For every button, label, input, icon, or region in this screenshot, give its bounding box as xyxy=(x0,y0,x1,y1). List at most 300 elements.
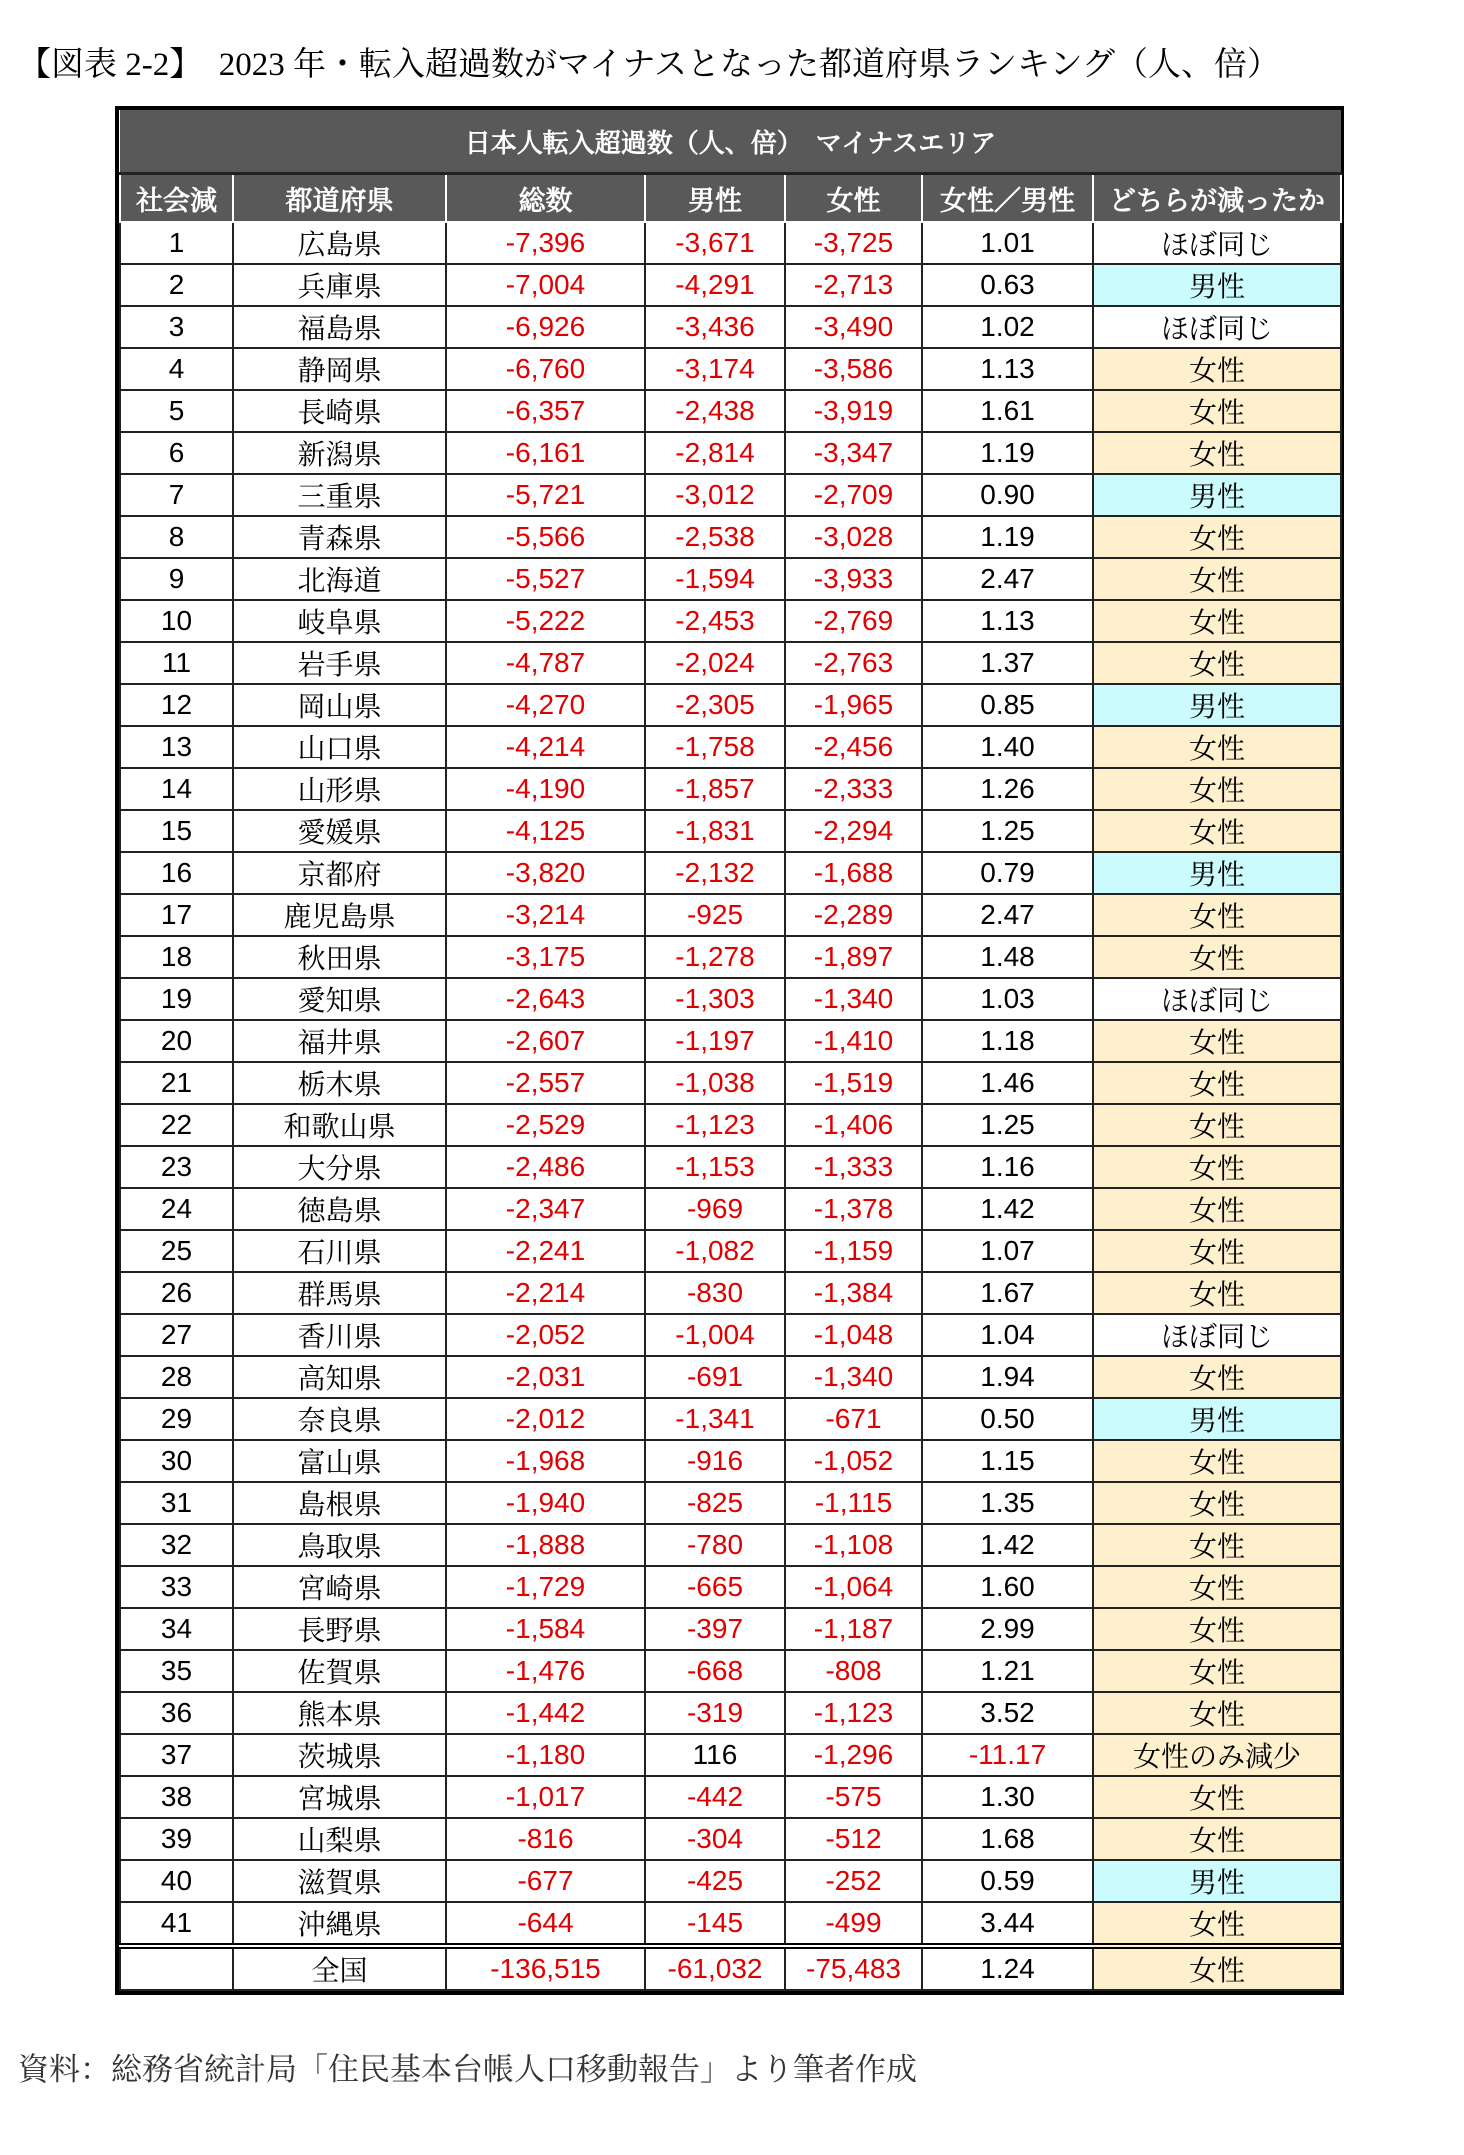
cell-total: -2,241 xyxy=(446,1230,645,1272)
cell-ratio: 0.63 xyxy=(922,264,1093,306)
cell-male: -969 xyxy=(645,1188,785,1230)
cell-ratio: 2.47 xyxy=(922,894,1093,936)
cell-which-decreased: 女性 xyxy=(1093,1946,1341,1990)
cell-female: -1,296 xyxy=(785,1734,922,1776)
cell-female: -1,115 xyxy=(785,1482,922,1524)
cell-prefecture: 大分県 xyxy=(233,1146,446,1188)
cell-male: -145 xyxy=(645,1902,785,1946)
cell-male: -1,197 xyxy=(645,1020,785,1062)
table-row xyxy=(120,306,1341,348)
cell-male: -1,123 xyxy=(645,1104,785,1146)
cell-female: -2,289 xyxy=(785,894,922,936)
cell-which-decreased: 女性 xyxy=(1093,558,1341,600)
table-row xyxy=(120,1734,1341,1776)
cell-total: -2,031 xyxy=(446,1356,645,1398)
cell-total: -3,820 xyxy=(446,852,645,894)
cell-total: -4,787 xyxy=(446,642,645,684)
cell-which-decreased: 男性 xyxy=(1093,852,1341,894)
cell-prefecture: 和歌山県 xyxy=(233,1104,446,1146)
table-body xyxy=(120,222,1341,1990)
cell-male: -397 xyxy=(645,1608,785,1650)
cell-which-decreased: 女性 xyxy=(1093,642,1341,684)
cell-total: -2,012 xyxy=(446,1398,645,1440)
cell-rank: 37 xyxy=(120,1734,233,1776)
cell-female: -1,410 xyxy=(785,1020,922,1062)
cell-prefecture: 福島県 xyxy=(233,306,446,348)
cell-which-decreased: 女性 xyxy=(1093,1356,1341,1398)
table-row xyxy=(120,684,1341,726)
column-header-total: 総数 xyxy=(446,174,645,223)
cell-ratio: 1.04 xyxy=(922,1314,1093,1356)
cell-male: -4,291 xyxy=(645,264,785,306)
cell-ratio: 2.47 xyxy=(922,558,1093,600)
cell-prefecture: 新潟県 xyxy=(233,432,446,474)
cell-total: -2,347 xyxy=(446,1188,645,1230)
cell-prefecture: 香川県 xyxy=(233,1314,446,1356)
column-header-female: 女性 xyxy=(785,174,922,223)
cell-which-decreased: 女性 xyxy=(1093,1062,1341,1104)
cell-prefecture: 滋賀県 xyxy=(233,1860,446,1902)
cell-female: -1,064 xyxy=(785,1566,922,1608)
cell-prefecture: 山梨県 xyxy=(233,1818,446,1860)
table-banner: 日本人転入超過数（人、倍） マイナスエリア xyxy=(120,110,1341,174)
cell-which-decreased: 女性 xyxy=(1093,810,1341,852)
cell-ratio: 1.18 xyxy=(922,1020,1093,1062)
cell-total: -4,270 xyxy=(446,684,645,726)
cell-female: -2,709 xyxy=(785,474,922,516)
cell-ratio: 0.50 xyxy=(922,1398,1093,1440)
cell-which-decreased: 女性 xyxy=(1093,1020,1341,1062)
cell-which-decreased: 女性 xyxy=(1093,1902,1341,1946)
cell-male: -1,153 xyxy=(645,1146,785,1188)
cell-which-decreased: 女性 xyxy=(1093,1650,1341,1692)
cell-ratio: 1.37 xyxy=(922,642,1093,684)
cell-rank: 28 xyxy=(120,1356,233,1398)
cell-ratio: 0.90 xyxy=(922,474,1093,516)
cell-prefecture: 宮城県 xyxy=(233,1776,446,1818)
cell-rank: 26 xyxy=(120,1272,233,1314)
cell-total: -7,004 xyxy=(446,264,645,306)
cell-total: -4,214 xyxy=(446,726,645,768)
cell-female: -2,763 xyxy=(785,642,922,684)
cell-rank: 24 xyxy=(120,1188,233,1230)
cell-rank: 20 xyxy=(120,1020,233,1062)
cell-female: -1,108 xyxy=(785,1524,922,1566)
table-row xyxy=(120,1860,1341,1902)
table-row xyxy=(120,1482,1341,1524)
cell-prefecture: 岡山県 xyxy=(233,684,446,726)
column-header-prefecture: 都道府県 xyxy=(233,174,446,223)
cell-rank: 25 xyxy=(120,1230,233,1272)
cell-ratio: 1.46 xyxy=(922,1062,1093,1104)
cell-ratio: 1.67 xyxy=(922,1272,1093,1314)
cell-prefecture: 全国 xyxy=(233,1946,446,1990)
table-row xyxy=(120,1398,1341,1440)
cell-total: -4,125 xyxy=(446,810,645,852)
cell-ratio: 1.19 xyxy=(922,432,1093,474)
cell-female: -512 xyxy=(785,1818,922,1860)
cell-prefecture: 高知県 xyxy=(233,1356,446,1398)
cell-female: -2,456 xyxy=(785,726,922,768)
cell-male: -442 xyxy=(645,1776,785,1818)
table-row xyxy=(120,1020,1341,1062)
cell-which-decreased: 女性 xyxy=(1093,1230,1341,1272)
cell-ratio: 1.15 xyxy=(922,1440,1093,1482)
cell-female: -575 xyxy=(785,1776,922,1818)
cell-prefecture: 栃木県 xyxy=(233,1062,446,1104)
cell-ratio: 1.60 xyxy=(922,1566,1093,1608)
cell-which-decreased: ほぼ同じ xyxy=(1093,222,1341,264)
cell-rank: 12 xyxy=(120,684,233,726)
cell-rank: 40 xyxy=(120,1860,233,1902)
cell-male: -825 xyxy=(645,1482,785,1524)
cell-male: -2,024 xyxy=(645,642,785,684)
table-row xyxy=(120,642,1341,684)
cell-rank: 23 xyxy=(120,1146,233,1188)
cell-prefecture: 岩手県 xyxy=(233,642,446,684)
cell-male: -3,436 xyxy=(645,306,785,348)
cell-prefecture: 鳥取県 xyxy=(233,1524,446,1566)
table-row xyxy=(120,936,1341,978)
cell-female: -808 xyxy=(785,1650,922,1692)
cell-female: -671 xyxy=(785,1398,922,1440)
column-header-rank: 社会減 xyxy=(120,174,233,223)
table-row xyxy=(120,726,1341,768)
cell-male: -2,132 xyxy=(645,852,785,894)
cell-prefecture: 鹿児島県 xyxy=(233,894,446,936)
cell-total: -2,214 xyxy=(446,1272,645,1314)
table-row xyxy=(120,1188,1341,1230)
cell-prefecture: 徳島県 xyxy=(233,1188,446,1230)
cell-male: -2,538 xyxy=(645,516,785,558)
cell-ratio: 0.85 xyxy=(922,684,1093,726)
cell-total: -1,968 xyxy=(446,1440,645,1482)
cell-male: -319 xyxy=(645,1692,785,1734)
cell-prefecture: 山口県 xyxy=(233,726,446,768)
table-row xyxy=(120,978,1341,1020)
cell-rank: 31 xyxy=(120,1482,233,1524)
cell-prefecture: 京都府 xyxy=(233,852,446,894)
cell-total: -6,357 xyxy=(446,390,645,432)
cell-ratio: 0.59 xyxy=(922,1860,1093,1902)
cell-rank: 18 xyxy=(120,936,233,978)
cell-total: -2,052 xyxy=(446,1314,645,1356)
cell-prefecture: 静岡県 xyxy=(233,348,446,390)
cell-prefecture: 福井県 xyxy=(233,1020,446,1062)
table-row xyxy=(120,1692,1341,1734)
cell-total: -136,515 xyxy=(446,1946,645,1990)
cell-which-decreased: 女性 xyxy=(1093,600,1341,642)
cell-rank: 7 xyxy=(120,474,233,516)
cell-rank: 30 xyxy=(120,1440,233,1482)
cell-ratio: 1.40 xyxy=(922,726,1093,768)
cell-prefecture: 広島県 xyxy=(233,222,446,264)
cell-ratio: 1.42 xyxy=(922,1188,1093,1230)
cell-rank: 4 xyxy=(120,348,233,390)
cell-female: -3,586 xyxy=(785,348,922,390)
cell-ratio: 1.02 xyxy=(922,306,1093,348)
cell-female: -3,028 xyxy=(785,516,922,558)
column-header-ratio: 女性／男性 xyxy=(922,174,1093,223)
cell-male: -2,814 xyxy=(645,432,785,474)
cell-female: -1,159 xyxy=(785,1230,922,1272)
cell-which-decreased: 女性 xyxy=(1093,1566,1341,1608)
cell-total: -2,557 xyxy=(446,1062,645,1104)
table-row xyxy=(120,516,1341,558)
cell-ratio: 1.25 xyxy=(922,810,1093,852)
cell-prefecture: 富山県 xyxy=(233,1440,446,1482)
cell-which-decreased: 女性 xyxy=(1093,516,1341,558)
cell-rank: 17 xyxy=(120,894,233,936)
table-row xyxy=(120,1272,1341,1314)
cell-total: -5,721 xyxy=(446,474,645,516)
column-header-male: 男性 xyxy=(645,174,785,223)
cell-rank: 22 xyxy=(120,1104,233,1146)
cell-which-decreased: 女性 xyxy=(1093,1692,1341,1734)
cell-male: 116 xyxy=(645,1734,785,1776)
cell-total: -1,729 xyxy=(446,1566,645,1608)
cell-ratio: 1.42 xyxy=(922,1524,1093,1566)
cell-female: -1,519 xyxy=(785,1062,922,1104)
cell-male: -2,438 xyxy=(645,390,785,432)
column-header-which-decreased: どちらが減ったか xyxy=(1093,174,1341,223)
table-row xyxy=(120,1818,1341,1860)
cell-rank: 38 xyxy=(120,1776,233,1818)
cell-total: -1,017 xyxy=(446,1776,645,1818)
cell-rank: 41 xyxy=(120,1902,233,1946)
cell-ratio: 3.52 xyxy=(922,1692,1093,1734)
cell-ratio: 1.61 xyxy=(922,390,1093,432)
cell-ratio: 1.35 xyxy=(922,1482,1093,1524)
cell-prefecture: 佐賀県 xyxy=(233,1650,446,1692)
cell-prefecture: 岐阜県 xyxy=(233,600,446,642)
cell-prefecture: 茨城県 xyxy=(233,1734,446,1776)
cell-male: -665 xyxy=(645,1566,785,1608)
cell-rank: 39 xyxy=(120,1818,233,1860)
table-row xyxy=(120,1230,1341,1272)
table-row xyxy=(120,264,1341,306)
cell-female: -75,483 xyxy=(785,1946,922,1990)
cell-ratio: 1.19 xyxy=(922,516,1093,558)
table-row xyxy=(120,1356,1341,1398)
cell-rank: 8 xyxy=(120,516,233,558)
cell-total: -7,396 xyxy=(446,222,645,264)
cell-which-decreased: 女性 xyxy=(1093,348,1341,390)
cell-rank: 10 xyxy=(120,600,233,642)
cell-rank xyxy=(120,1946,233,1990)
cell-ratio: 1.25 xyxy=(922,1104,1093,1146)
cell-prefecture: 熊本県 xyxy=(233,1692,446,1734)
table-row xyxy=(120,1902,1341,1946)
table-row xyxy=(120,768,1341,810)
cell-which-decreased: 女性 xyxy=(1093,1272,1341,1314)
cell-ratio: 1.01 xyxy=(922,222,1093,264)
cell-female: -252 xyxy=(785,1860,922,1902)
cell-female: -499 xyxy=(785,1902,922,1946)
cell-male: -2,453 xyxy=(645,600,785,642)
cell-ratio: 1.30 xyxy=(922,1776,1093,1818)
cell-female: -2,333 xyxy=(785,768,922,810)
ranking-table xyxy=(115,106,1344,1995)
cell-prefecture: 青森県 xyxy=(233,516,446,558)
cell-which-decreased: 女性 xyxy=(1093,432,1341,474)
table-row xyxy=(120,1062,1341,1104)
table-row xyxy=(120,600,1341,642)
cell-female: -3,919 xyxy=(785,390,922,432)
cell-female: -1,406 xyxy=(785,1104,922,1146)
cell-female: -1,052 xyxy=(785,1440,922,1482)
cell-which-decreased: ほぼ同じ xyxy=(1093,978,1341,1020)
cell-male: -61,032 xyxy=(645,1946,785,1990)
cell-rank: 2 xyxy=(120,264,233,306)
cell-which-decreased: 男性 xyxy=(1093,1860,1341,1902)
cell-prefecture: 長崎県 xyxy=(233,390,446,432)
cell-male: -691 xyxy=(645,1356,785,1398)
cell-ratio: 1.03 xyxy=(922,978,1093,1020)
cell-prefecture: 兵庫県 xyxy=(233,264,446,306)
cell-rank: 5 xyxy=(120,390,233,432)
cell-ratio: 1.07 xyxy=(922,1230,1093,1272)
cell-male: -3,174 xyxy=(645,348,785,390)
cell-male: -304 xyxy=(645,1818,785,1860)
table-row xyxy=(120,1776,1341,1818)
cell-female: -3,933 xyxy=(785,558,922,600)
cell-female: -3,347 xyxy=(785,432,922,474)
cell-ratio: 1.21 xyxy=(922,1650,1093,1692)
cell-rank: 16 xyxy=(120,852,233,894)
cell-which-decreased: 女性 xyxy=(1093,1188,1341,1230)
cell-total: -1,442 xyxy=(446,1692,645,1734)
cell-prefecture: 長野県 xyxy=(233,1608,446,1650)
table-row xyxy=(120,1566,1341,1608)
cell-total: -3,214 xyxy=(446,894,645,936)
cell-ratio: 1.16 xyxy=(922,1146,1093,1188)
cell-prefecture: 石川県 xyxy=(233,1230,446,1272)
table-row xyxy=(120,558,1341,600)
cell-which-decreased: 女性 xyxy=(1093,894,1341,936)
table-row xyxy=(120,222,1341,264)
cell-male: -1,082 xyxy=(645,1230,785,1272)
cell-total: -2,486 xyxy=(446,1146,645,1188)
table-row xyxy=(120,1104,1341,1146)
cell-male: -1,341 xyxy=(645,1398,785,1440)
cell-total: -1,940 xyxy=(446,1482,645,1524)
cell-total: -2,643 xyxy=(446,978,645,1020)
cell-male: -668 xyxy=(645,1650,785,1692)
cell-which-decreased: 男性 xyxy=(1093,684,1341,726)
cell-male: -3,671 xyxy=(645,222,785,264)
cell-male: -1,831 xyxy=(645,810,785,852)
cell-total: -6,760 xyxy=(446,348,645,390)
cell-female: -2,713 xyxy=(785,264,922,306)
cell-which-decreased: 男性 xyxy=(1093,264,1341,306)
cell-male: -2,305 xyxy=(645,684,785,726)
cell-male: -1,758 xyxy=(645,726,785,768)
cell-ratio: 3.44 xyxy=(922,1902,1093,1946)
cell-prefecture: 山形県 xyxy=(233,768,446,810)
cell-rank: 1 xyxy=(120,222,233,264)
cell-total: -6,161 xyxy=(446,432,645,474)
table-row xyxy=(120,390,1341,432)
cell-male: -780 xyxy=(645,1524,785,1566)
cell-male: -830 xyxy=(645,1272,785,1314)
cell-female: -1,187 xyxy=(785,1608,922,1650)
cell-rank: 36 xyxy=(120,1692,233,1734)
cell-rank: 29 xyxy=(120,1398,233,1440)
total-row xyxy=(120,1946,1341,1990)
cell-male: -3,012 xyxy=(645,474,785,516)
cell-male: -1,004 xyxy=(645,1314,785,1356)
cell-rank: 3 xyxy=(120,306,233,348)
cell-total: -644 xyxy=(446,1902,645,1946)
cell-male: -1,594 xyxy=(645,558,785,600)
cell-male: -425 xyxy=(645,1860,785,1902)
table-row xyxy=(120,1440,1341,1482)
cell-male: -916 xyxy=(645,1440,785,1482)
cell-ratio: 2.99 xyxy=(922,1608,1093,1650)
table-row xyxy=(120,1650,1341,1692)
cell-male: -925 xyxy=(645,894,785,936)
table-row xyxy=(120,894,1341,936)
cell-which-decreased: 女性 xyxy=(1093,1818,1341,1860)
cell-total: -1,180 xyxy=(446,1734,645,1776)
cell-total: -5,527 xyxy=(446,558,645,600)
cell-female: -1,340 xyxy=(785,978,922,1020)
cell-female: -1,048 xyxy=(785,1314,922,1356)
cell-which-decreased: ほぼ同じ xyxy=(1093,1314,1341,1356)
cell-female: -1,965 xyxy=(785,684,922,726)
cell-female: -1,384 xyxy=(785,1272,922,1314)
cell-ratio: 0.79 xyxy=(922,852,1093,894)
cell-rank: 9 xyxy=(120,558,233,600)
cell-prefecture: 三重県 xyxy=(233,474,446,516)
column-headers xyxy=(120,174,1341,223)
cell-which-decreased: 女性 xyxy=(1093,1608,1341,1650)
cell-prefecture: 奈良県 xyxy=(233,1398,446,1440)
cell-total: -677 xyxy=(446,1860,645,1902)
cell-total: -1,476 xyxy=(446,1650,645,1692)
cell-total: -816 xyxy=(446,1818,645,1860)
cell-female: -2,294 xyxy=(785,810,922,852)
cell-prefecture: 愛知県 xyxy=(233,978,446,1020)
cell-ratio: 1.13 xyxy=(922,348,1093,390)
cell-female: -3,725 xyxy=(785,222,922,264)
cell-prefecture: 群馬県 xyxy=(233,1272,446,1314)
cell-which-decreased: 女性 xyxy=(1093,1524,1341,1566)
cell-total: -2,529 xyxy=(446,1104,645,1146)
cell-total: -1,888 xyxy=(446,1524,645,1566)
cell-which-decreased: 女性 xyxy=(1093,1104,1341,1146)
cell-female: -1,333 xyxy=(785,1146,922,1188)
cell-ratio: 1.26 xyxy=(922,768,1093,810)
table-row xyxy=(120,810,1341,852)
cell-prefecture: 北海道 xyxy=(233,558,446,600)
table-row xyxy=(120,1146,1341,1188)
cell-total: -2,607 xyxy=(446,1020,645,1062)
cell-total: -6,926 xyxy=(446,306,645,348)
cell-ratio: 1.48 xyxy=(922,936,1093,978)
cell-which-decreased: 女性 xyxy=(1093,1146,1341,1188)
cell-male: -1,278 xyxy=(645,936,785,978)
cell-which-decreased: 女性 xyxy=(1093,1482,1341,1524)
cell-total: -4,190 xyxy=(446,768,645,810)
cell-prefecture: 秋田県 xyxy=(233,936,446,978)
cell-female: -1,123 xyxy=(785,1692,922,1734)
cell-female: -2,769 xyxy=(785,600,922,642)
cell-total: -5,222 xyxy=(446,600,645,642)
cell-rank: 32 xyxy=(120,1524,233,1566)
cell-which-decreased: 女性 xyxy=(1093,1776,1341,1818)
